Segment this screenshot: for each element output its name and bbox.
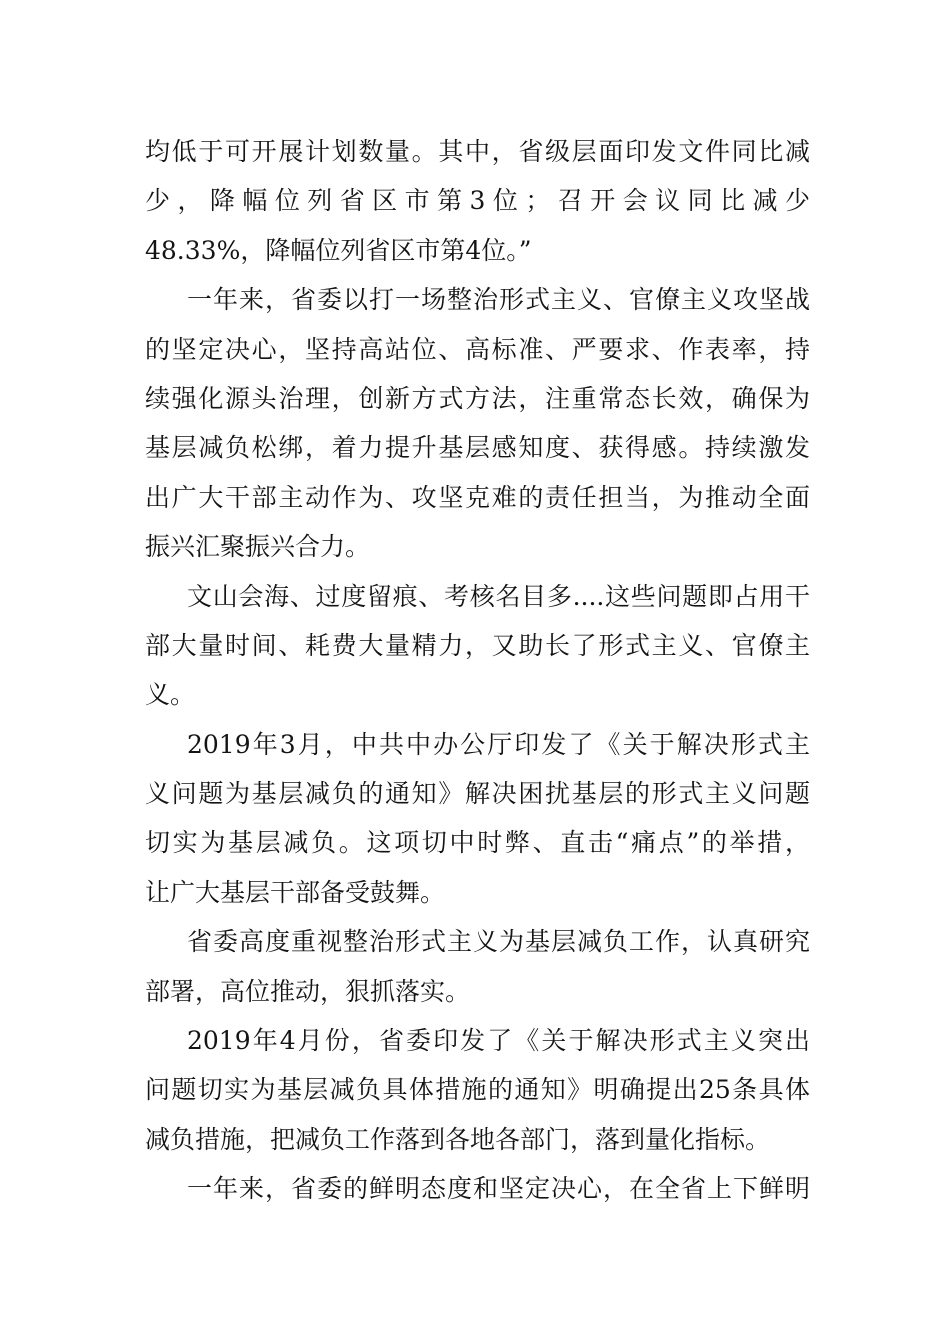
text-line: 部署，高位推动，狠抓落实。 [145, 976, 471, 1006]
document-page [145, 127, 810, 1214]
text-line: 续强化源头治理，创新方式方法，注重常态长效，确保为 [145, 383, 810, 413]
paragraph-2 [145, 275, 810, 571]
paragraph-6 [145, 1016, 810, 1164]
text-line: 减负措施，把减负工作落到各地各部门，落到量化指标。 [145, 1124, 771, 1154]
text-line: 切实为基层减负。这项切中时弊、直击“痛点”的举措， [145, 828, 810, 858]
paragraph-5 [145, 917, 810, 1016]
paragraph-7 [145, 1164, 810, 1213]
paragraph-3 [145, 572, 810, 720]
text-line: 48.33%，降幅位列省区市第4位。” [145, 235, 532, 265]
text-line: 少，降幅位列省区市第3位；召开会议同比减少 [145, 186, 810, 216]
paragraph-1 [145, 127, 810, 275]
text-line: 基层减负松绑，着力提升基层感知度、获得感。持续激发 [145, 433, 810, 463]
text-line: 部大量时间、耗费大量精力，又助长了形式主义、官僚主 [145, 630, 810, 660]
text-line: 振兴汇聚振兴合力。 [145, 532, 371, 562]
text-line: 义。 [145, 680, 196, 710]
text-line: 义问题为基层减负的通知》解决困扰基层的形式主义问题 [145, 779, 810, 809]
text-line: 让广大基层干部备受鼓舞。 [145, 877, 446, 907]
text-line: 文山会海、过度留痕、考核名目多....这些问题即占用干 [187, 581, 810, 611]
text-line: 一年来，省委以打一场整治形式主义、官僚主义攻坚战 [187, 285, 810, 315]
text-line: 省委高度重视整治形式主义为基层减负工作，认真研究 [187, 927, 810, 957]
paragraph-4 [145, 720, 810, 918]
text-line: 一年来，省委的鲜明态度和坚定决心，在全省上下鲜明 [187, 1174, 810, 1204]
text-line: 2019年4月份，省委印发了《关于解决形式主义突出 [187, 1026, 810, 1056]
text-line: 出广大干部主动作为、攻坚克难的责任担当，为推动全面 [145, 482, 810, 512]
text-line: 均低于可开展计划数量。其中，省级层面印发文件同比减 [145, 137, 810, 166]
text-line: 问题切实为基层减负具体措施的通知》明确提出25条具体 [145, 1075, 810, 1105]
text-line: 2019年3月，中共中办公厅印发了《关于解决形式主 [187, 729, 810, 759]
text-line: 的坚定决心，坚持高站位、高标准、严要求、作表率，持 [145, 334, 810, 364]
